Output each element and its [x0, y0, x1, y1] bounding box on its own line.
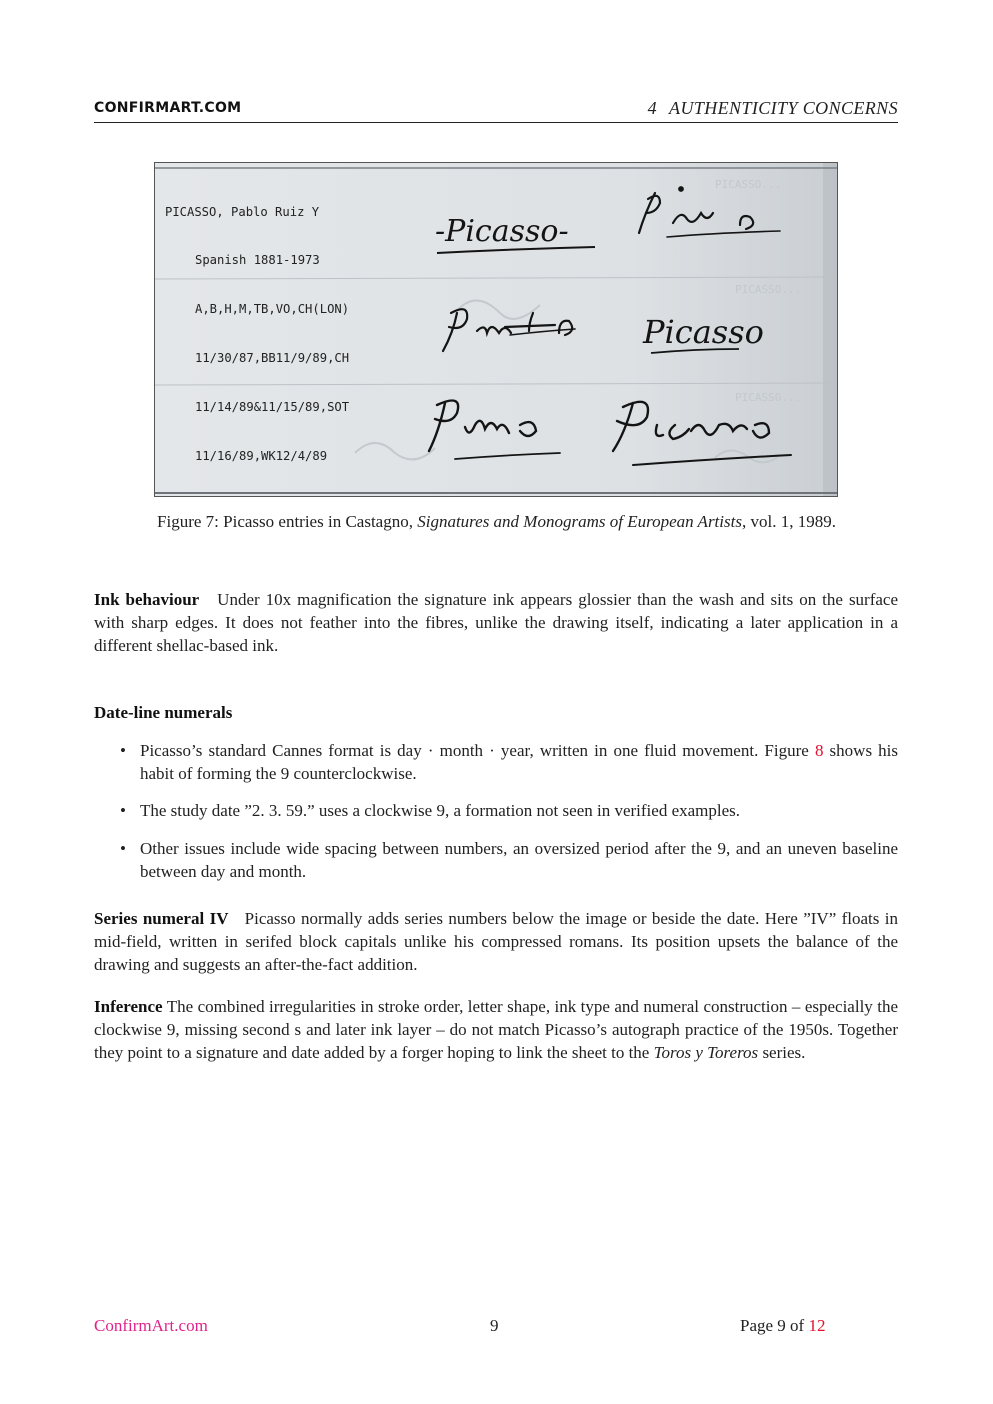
inference-paragraph: [94, 996, 898, 1064]
date-line-heading: Date-line numerals: [94, 703, 233, 722]
caption-suffix: , vol. 1, 1989.: [741, 512, 836, 531]
card-line: 11/30/87,BB11/9/89,CH: [195, 351, 350, 366]
series-numeral-text: Picasso normally adds series numbers below the image or beside the date. Here ”IV” floats in mid-field, written in serifed block capitals unlike his compressed romans. Its position upsets the balance of the drawing and suggests an after-the-fact addition.: [94, 909, 898, 974]
ghost-text: PICASSO...: [735, 283, 802, 296]
list-item: • The study date ”2. 3. 59.” uses a clockwise 9, a formation not seen in verified examples.: [120, 801, 741, 820]
svg-text:Picasso: Picasso: [643, 313, 764, 351]
ink-behaviour-title: Ink behaviour: [94, 590, 200, 609]
section-heading: [648, 98, 898, 119]
card-line: PICASSO, Pablo Ruiz Y: [165, 204, 320, 219]
section-number: 4: [647, 98, 658, 118]
caption-title: Signatures and Monograms of European Artists: [417, 512, 742, 531]
site-logo: CONFIRMART.COM: [94, 100, 242, 116]
running-header: [94, 98, 898, 123]
inference-text: The combined irregularities in stroke order, letter shape, ink type and numeral construction – especially the clockwise 9, missing second s and later ink layer – do not match Picasso’s autograph practice of the 1950s. Together they point to a signature and date added by a forger hoping to link the sheet to the: [94, 997, 898, 1062]
bullet-text: Other issues include wide spacing between numbers, an oversized period after the 9, and an uneven baseline between day and month.: [140, 839, 898, 881]
section-title: AUTHENTICITY CONCERNS: [669, 98, 898, 118]
footer-site-link[interactable]: ConfirmArt.com: [94, 1316, 208, 1335]
ink-behaviour-paragraph: [94, 589, 898, 657]
card-line: 11/14/89&11/15/89,SOT: [195, 400, 350, 415]
bullet-text: shows his habit of forming the 9 counterclockwise.: [140, 741, 899, 783]
page-label: Page 9 of: [740, 1316, 809, 1335]
signature-reference-figure: [154, 162, 838, 497]
signature-4: [642, 313, 764, 353]
footer-page-count: [740, 1316, 825, 1336]
figure-8-link[interactable]: 8: [814, 741, 824, 760]
bullet-text: Picasso’s standard Cannes format is day · month · year, written in one fluid movement. Figure: [140, 741, 815, 760]
total-pages-link[interactable]: 12: [808, 1316, 826, 1335]
series-numeral-paragraph: [94, 908, 898, 976]
ink-behaviour-text: Under 10x magnification the signature ink appears glossier than the wash and sits on the surface with sharp edges. It does not feather into the fibres, unlike the drawing itself, indicating a later application in a different shellac-based ink.: [94, 590, 899, 655]
footer-page-number: 9: [490, 1316, 499, 1335]
inference-title: Inference: [94, 997, 163, 1016]
list-item: • Picasso’s standard Cannes format is day · month · year, written in one fluid movement. Figure 8 shows his habit of forming the 9 counterclockwise.: [120, 741, 899, 783]
svg-text:-Picasso-: -Picasso-: [435, 214, 569, 249]
bullet-text: The study date ”2. 3. 59.” uses a clockwise 9, a formation not seen in verified examples.: [140, 801, 741, 820]
inference-text-end: series.: [758, 1042, 806, 1062]
ghost-text: PICASSO...: [735, 391, 802, 404]
card-line: 11/16/89,WK12/4/89: [195, 449, 328, 464]
ghost-text: PICASSO...: [715, 178, 782, 191]
list-item: • Other issues include wide spacing between numbers, an oversized period after the 9, and an uneven baseline between day and month.: [120, 839, 898, 881]
figure-caption: [0, 512, 993, 532]
caption-prefix: Figure 7: Picasso entries in Castagno,: [157, 512, 418, 531]
card-line: A,B,H,M,TB,VO,CH(LON): [195, 302, 350, 317]
index-card-text: [165, 171, 349, 497]
card-line: Spanish 1881-1973: [195, 253, 320, 268]
series-numeral-title: Series numeral IV: [94, 909, 229, 928]
series-name: Toros y Toreros: [653, 1042, 759, 1062]
